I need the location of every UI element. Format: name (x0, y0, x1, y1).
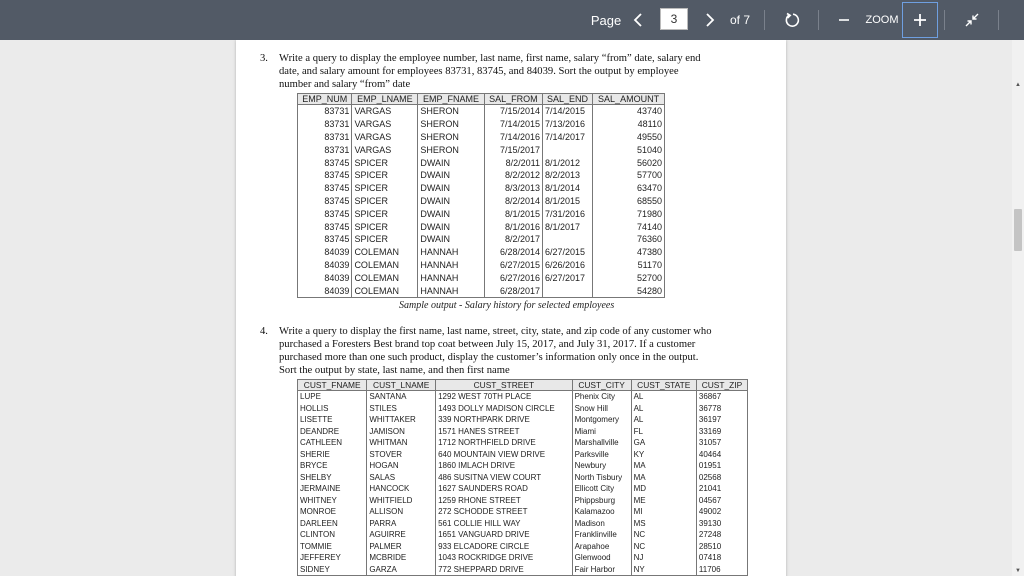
table-cell: 83745 (298, 195, 352, 208)
table-cell: DWAIN (418, 169, 484, 182)
column-header: CUST_STREET (436, 380, 572, 391)
table-cell: SHERON (418, 131, 484, 144)
table-cell: HANNAH (418, 284, 484, 297)
table-cell: Phippsburg (572, 495, 631, 507)
table-cell: 21041 (696, 483, 747, 495)
next-page-button[interactable] (698, 0, 722, 40)
table-row (298, 403, 748, 415)
table-cell: 02568 (696, 472, 747, 484)
table-cell: MD (631, 483, 696, 495)
table-cell: HANNAH (418, 259, 484, 272)
table-cell: HOLLIS (298, 403, 367, 415)
table-cell: CATHLEEN (298, 437, 367, 449)
toolbar-divider (764, 10, 765, 30)
column-header: SAL_AMOUNT (593, 94, 665, 105)
table-cell: SHERON (418, 143, 484, 156)
table-row (298, 529, 748, 541)
table-cell: DWAIN (418, 233, 484, 246)
table-cell: GA (631, 437, 696, 449)
table-cell: JEFFEREY (298, 552, 367, 564)
table-cell: 07418 (696, 552, 747, 564)
table-cell: VARGAS (352, 118, 418, 131)
table-cell: 8/3/2013 (484, 182, 542, 195)
table-cell: 1493 DOLLY MADISON CIRCLE (436, 403, 572, 415)
table-row (298, 195, 665, 208)
table-cell: 51040 (593, 143, 665, 156)
zoom-in-button[interactable] (902, 2, 938, 38)
table-cell: 1627 SAUNDERS ROAD (436, 483, 572, 495)
table-cell: BRYCE (298, 460, 367, 472)
table-cell: Madison (572, 518, 631, 530)
table-row (298, 284, 665, 297)
table-cell: 6/27/2015 (484, 259, 542, 272)
table-cell: 76360 (593, 233, 665, 246)
table-cell: 8/1/2016 (484, 220, 542, 233)
question-4-line: purchased more than one such product, display the customer’s information only once in the output. (279, 352, 699, 363)
table-row (298, 437, 748, 449)
page-count-label: of 7 (729, 13, 750, 27)
salary-history-table (297, 93, 665, 298)
scroll-up-arrow-icon[interactable]: ▲ (1015, 82, 1021, 88)
table-cell: 1043 ROCKRIDGE DRIVE (436, 552, 572, 564)
table-cell: 8/1/2012 (543, 156, 593, 169)
table-cell: 04567 (696, 495, 747, 507)
table-cell: HOGAN (367, 460, 436, 472)
table-cell: 39130 (696, 518, 747, 530)
table-cell: 8/1/2015 (543, 195, 593, 208)
table-cell: AGUIRRE (367, 529, 436, 541)
column-header: CUST_ZIP (696, 380, 747, 391)
table-cell: SPICER (352, 195, 418, 208)
table-row (298, 271, 665, 284)
table-cell: KY (631, 449, 696, 461)
table-cell: LISETTE (298, 414, 367, 426)
table-cell: 83731 (298, 118, 352, 131)
column-header: EMP_FNAME (418, 94, 484, 105)
table-cell: HANCOCK (367, 483, 436, 495)
table-cell: JAMISON (367, 426, 436, 438)
table-cell: 57700 (593, 169, 665, 182)
table-row (298, 426, 748, 438)
table-row (298, 506, 748, 518)
table-cell: 8/2/2017 (484, 233, 542, 246)
table-cell: VARGAS (352, 143, 418, 156)
table-cell: COLEMAN (352, 271, 418, 284)
table-cell: SPICER (352, 220, 418, 233)
table-cell: MI (631, 506, 696, 518)
vertical-scrollbar[interactable] (1012, 40, 1024, 576)
reset-button[interactable] (780, 0, 804, 40)
table-cell: NC (631, 529, 696, 541)
table-cell: 84039 (298, 259, 352, 272)
table-cell: 6/28/2017 (484, 284, 542, 297)
table-row (298, 233, 665, 246)
table-cell (543, 143, 593, 156)
question-3-line: Write a query to display the employee number, last name, first name, salary “from” date, salary end (279, 53, 701, 64)
table-row (298, 131, 665, 144)
table-cell: AL (631, 403, 696, 415)
table-cell: 8/1/2015 (484, 207, 542, 220)
toolbar-divider (818, 10, 819, 30)
table-cell: 01951 (696, 460, 747, 472)
column-header: CUST_LNAME (367, 380, 436, 391)
table-row (298, 169, 665, 182)
document-page (236, 40, 786, 576)
table-cell: 1712 NORTHFIELD DRIVE (436, 437, 572, 449)
table-cell: 7/14/2015 (543, 105, 593, 118)
table-cell: MA (631, 472, 696, 484)
table-cell: VARGAS (352, 105, 418, 118)
table-cell: Glenwood (572, 552, 631, 564)
table-cell: DWAIN (418, 195, 484, 208)
table-cell: WHITTAKER (367, 414, 436, 426)
table-cell: SHERON (418, 118, 484, 131)
table-cell: 83731 (298, 131, 352, 144)
table-cell: VARGAS (352, 131, 418, 144)
table-cell: 7/15/2014 (484, 105, 542, 118)
table-row (298, 449, 748, 461)
table-cell: SALAS (367, 472, 436, 484)
table-row (298, 472, 748, 484)
table-row (298, 207, 665, 220)
table-cell: SHERIE (298, 449, 367, 461)
table-cell: Fair Harbor (572, 564, 631, 576)
document-viewer[interactable] (0, 40, 1024, 576)
table-row (298, 541, 748, 553)
toolbar-divider (998, 10, 999, 30)
table-cell: COLEMAN (352, 246, 418, 259)
table-cell: WHITMAN (367, 437, 436, 449)
table-cell: 68550 (593, 195, 665, 208)
table-cell: MS (631, 518, 696, 530)
plus-icon (913, 13, 927, 27)
table-cell: 33169 (696, 426, 747, 438)
table-cell: 47380 (593, 246, 665, 259)
table-cell: SHERON (418, 105, 484, 118)
table-cell: 36197 (696, 414, 747, 426)
scrollbar-thumb[interactable] (1014, 209, 1022, 251)
table-cell: ALLISON (367, 506, 436, 518)
table-cell: HANNAH (418, 271, 484, 284)
table-cell: 772 SHEPPARD DRIVE (436, 564, 572, 576)
exit-fullscreen-button[interactable] (960, 0, 984, 40)
table-cell: DWAIN (418, 220, 484, 233)
reset-icon (784, 12, 800, 28)
table-cell: Newbury (572, 460, 631, 472)
column-header: SAL_END (543, 94, 593, 105)
table-cell: SANTANA (367, 391, 436, 403)
chevron-right-icon (705, 12, 715, 28)
table-cell: Montgomery (572, 414, 631, 426)
table-cell: 71980 (593, 207, 665, 220)
table-row (298, 118, 665, 131)
question-3-line: number and salary “from” date (279, 79, 411, 90)
salary-table-caption: Sample output - Salary history for selected employees (399, 300, 615, 311)
column-header: CUST_CITY (572, 380, 631, 391)
scroll-down-arrow-icon[interactable]: ▼ (1015, 568, 1021, 574)
column-header: SAL_FROM (484, 94, 542, 105)
table-cell: 27248 (696, 529, 747, 541)
table-cell: 36778 (696, 403, 747, 415)
table-cell: 83745 (298, 207, 352, 220)
table-cell: 486 SUSITNA VIEW COURT (436, 472, 572, 484)
table-cell: SPICER (352, 233, 418, 246)
table-cell: 49002 (696, 506, 747, 518)
table-cell: Marshallville (572, 437, 631, 449)
table-cell: DWAIN (418, 182, 484, 195)
table-cell: TOMMIE (298, 541, 367, 553)
question-3-number: 3. (260, 53, 268, 64)
table-cell: FL (631, 426, 696, 438)
table-cell: 7/15/2017 (484, 143, 542, 156)
table-cell: AL (631, 391, 696, 403)
table-cell: 7/14/2016 (484, 131, 542, 144)
table-cell: NY (631, 564, 696, 576)
zoom-label: ZOOM (865, 14, 899, 26)
column-header: EMP_LNAME (352, 94, 418, 105)
table-row (298, 495, 748, 507)
table-cell: SHELBY (298, 472, 367, 484)
table-cell: 6/28/2014 (484, 246, 542, 259)
table-cell: 7/13/2016 (543, 118, 593, 131)
table-row (298, 518, 748, 530)
zoom-out-button[interactable] (832, 0, 856, 40)
table-cell: WHITNEY (298, 495, 367, 507)
table-cell: 1571 HANES STREET (436, 426, 572, 438)
table-cell: PALMER (367, 541, 436, 553)
table-cell (543, 284, 593, 297)
table-cell: 8/2/2011 (484, 156, 542, 169)
table-cell: 561 COLLIE HILL WAY (436, 518, 572, 530)
table-cell: SPICER (352, 169, 418, 182)
chevron-left-icon (633, 12, 643, 28)
table-cell: STILES (367, 403, 436, 415)
table-cell: DEANDRE (298, 426, 367, 438)
table-row (298, 460, 748, 472)
table-cell: 8/2/2013 (543, 169, 593, 182)
column-header: CUST_STATE (631, 380, 696, 391)
table-cell: STOVER (367, 449, 436, 461)
table-cell: 54280 (593, 284, 665, 297)
table-cell: 339 NORTHPARK DRIVE (436, 414, 572, 426)
table-cell: 8/1/2017 (543, 220, 593, 233)
table-row (298, 552, 748, 564)
table-cell: 6/27/2017 (543, 271, 593, 284)
table-cell: COLEMAN (352, 284, 418, 297)
table-cell: 43740 (593, 105, 665, 118)
table-cell: 1292 WEST 70TH PLACE (436, 391, 572, 403)
table-cell: CLINTON (298, 529, 367, 541)
table-cell: Arapahoe (572, 541, 631, 553)
table-cell: 49550 (593, 131, 665, 144)
table-row (298, 483, 748, 495)
table-cell: SPICER (352, 207, 418, 220)
table-cell: 28510 (696, 541, 747, 553)
table-row (298, 143, 665, 156)
column-header: CUST_FNAME (298, 380, 367, 391)
table-cell: PARRA (367, 518, 436, 530)
table-cell: 63470 (593, 182, 665, 195)
table-row (298, 105, 665, 118)
table-cell: DWAIN (418, 207, 484, 220)
table-cell: 31057 (696, 437, 747, 449)
table-cell: 272 SCHODDE STREET (436, 506, 572, 518)
table-cell: JERMAINE (298, 483, 367, 495)
table-cell: AL (631, 414, 696, 426)
collapse-icon (965, 13, 979, 27)
table-cell: MA (631, 460, 696, 472)
table-cell: 83745 (298, 233, 352, 246)
table-cell: 8/1/2014 (543, 182, 593, 195)
table-cell: Snow Hill (572, 403, 631, 415)
table-cell: WHITFIELD (367, 495, 436, 507)
table-cell: MCBRIDE (367, 552, 436, 564)
question-3-line: date, and salary amount for employees 83731, 83745, and 84039. Sort the output by employee (279, 66, 679, 77)
table-cell: 7/14/2017 (543, 131, 593, 144)
table-cell: 51170 (593, 259, 665, 272)
table-cell: Kalamazoo (572, 506, 631, 518)
table-cell: 84039 (298, 284, 352, 297)
table-cell: 84039 (298, 246, 352, 259)
table-cell: 7/31/2016 (543, 207, 593, 220)
table-cell: NJ (631, 552, 696, 564)
table-row (298, 156, 665, 169)
table-cell: 8/2/2012 (484, 169, 542, 182)
table-cell: 74140 (593, 220, 665, 233)
page-label: Page (590, 12, 622, 28)
table-row (298, 182, 665, 195)
previous-page-button[interactable] (626, 0, 650, 40)
table-cell: NC (631, 541, 696, 553)
column-header: EMP_NUM (298, 94, 352, 105)
table-cell: Ellicott City (572, 483, 631, 495)
table-cell: 11706 (696, 564, 747, 576)
minus-icon (838, 14, 850, 26)
table-cell: LUPE (298, 391, 367, 403)
table-cell: 56020 (593, 156, 665, 169)
question-4-line: Sort the output by state, last name, and then first name (279, 365, 510, 376)
table-cell: Franklinville (572, 529, 631, 541)
table-cell: Miami (572, 426, 631, 438)
table-row (298, 414, 748, 426)
table-cell: 83731 (298, 143, 352, 156)
question-4-number: 4. (260, 326, 268, 337)
table-cell: 933 ELCADORE CIRCLE (436, 541, 572, 553)
table-row (298, 246, 665, 259)
table-cell: 1651 VANGUARD DRIVE (436, 529, 572, 541)
table-cell: 8/2/2014 (484, 195, 542, 208)
table-cell: 83745 (298, 182, 352, 195)
table-cell: COLEMAN (352, 259, 418, 272)
customer-table (297, 379, 748, 576)
table-cell: 7/14/2015 (484, 118, 542, 131)
table-cell: 1259 RHONE STREET (436, 495, 572, 507)
question-4-line: Write a query to display the first name, last name, street, city, state, and zip code of any customer who (279, 326, 712, 337)
table-cell: 48110 (593, 118, 665, 131)
table-cell: 6/26/2016 (543, 259, 593, 272)
table-cell: 1860 IMLACH DRIVE (436, 460, 572, 472)
table-cell: 83731 (298, 105, 352, 118)
table-cell: GARZA (367, 564, 436, 576)
table-cell: HANNAH (418, 246, 484, 259)
table-cell: 83745 (298, 220, 352, 233)
table-cell: Parksville (572, 449, 631, 461)
toolbar-divider (944, 10, 945, 30)
viewer-toolbar (0, 0, 1024, 40)
table-cell: 6/27/2016 (484, 271, 542, 284)
table-cell: ME (631, 495, 696, 507)
table-cell: 640 MOUNTAIN VIEW DRIVE (436, 449, 572, 461)
table-cell: SIDNEY (298, 564, 367, 576)
table-row (298, 220, 665, 233)
table-cell: MONROE (298, 506, 367, 518)
table-cell: SPICER (352, 156, 418, 169)
table-cell: 84039 (298, 271, 352, 284)
table-cell: 40464 (696, 449, 747, 461)
table-cell: DWAIN (418, 156, 484, 169)
table-cell (543, 233, 593, 246)
table-cell: Phenix City (572, 391, 631, 403)
table-cell: DARLEEN (298, 518, 367, 530)
table-cell: SPICER (352, 182, 418, 195)
page-number-input[interactable] (660, 8, 688, 30)
table-row (298, 391, 748, 403)
table-cell: North Tisbury (572, 472, 631, 484)
table-row (298, 259, 665, 272)
table-cell: 6/27/2015 (543, 246, 593, 259)
table-cell: 52700 (593, 271, 665, 284)
table-cell: 83745 (298, 156, 352, 169)
table-row (298, 564, 748, 576)
table-cell: 36867 (696, 391, 747, 403)
table-cell: 83745 (298, 169, 352, 182)
question-4-line: purchased a Foresters Best brand top coat between July 15, 2017, and July 31, 2017. If a customer (279, 339, 696, 350)
